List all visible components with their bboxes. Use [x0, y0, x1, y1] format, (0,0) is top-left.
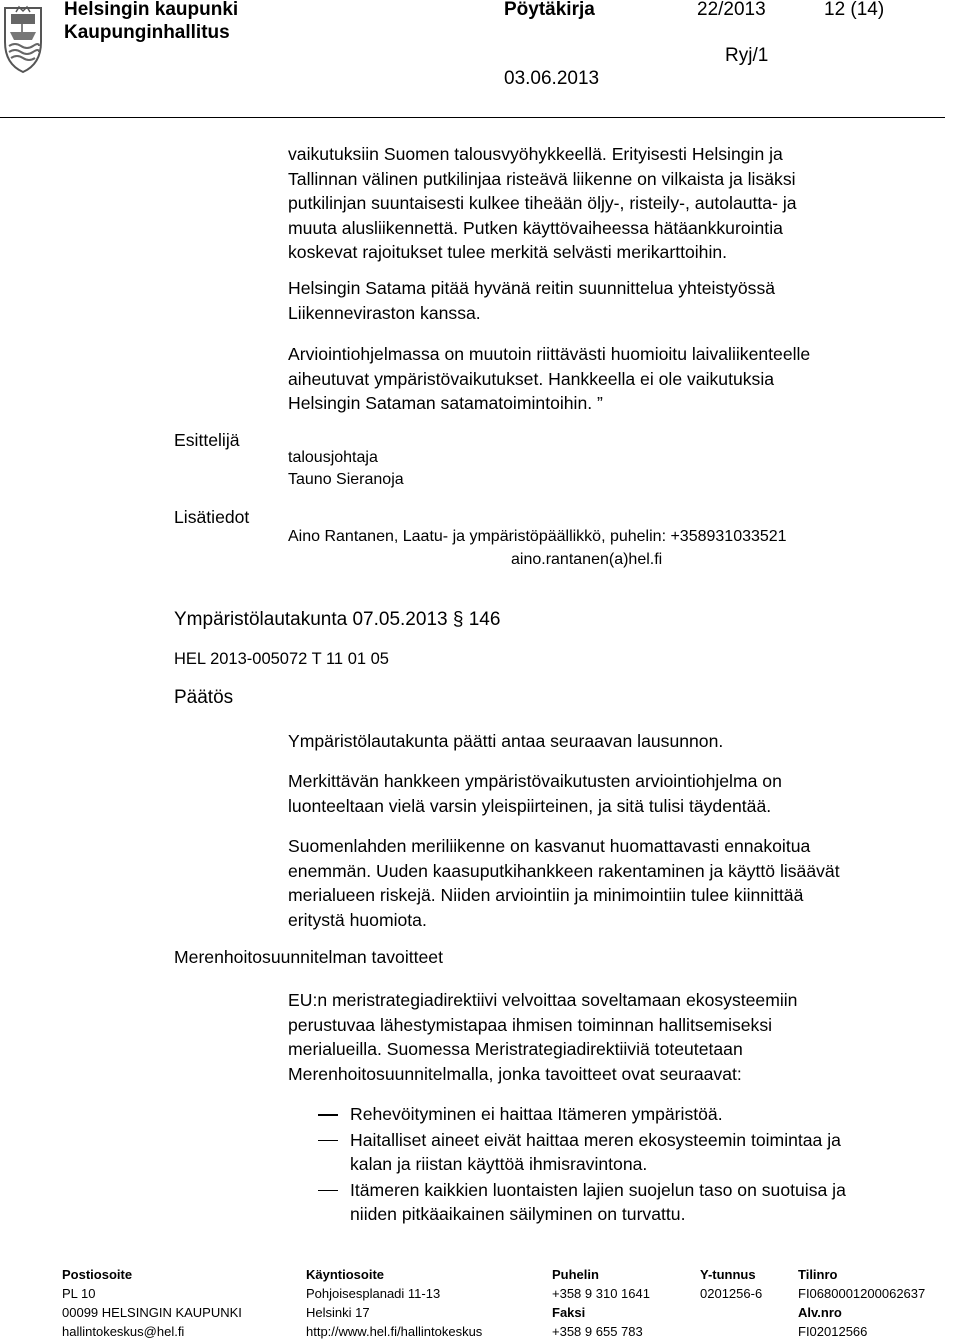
paragraph-1: vaikutuksiin Suomen talousvyöhykkeellä. Erityisesti Helsingin ja Tallinnan välinen putkilinjaa risteävä liikenne on vilkaista ja lisäksi putkilinjan suuntaisesti kulkee tiheään öljy-, risteily-, autolautta- ja muuta alusliikennettä. Putken käyttövaiheessa hätäankkurointia koskevat rajoitukset tulee merkitä selvästi merikarttoihin.	[288, 144, 797, 262]
list-item: Haitalliset aineet eivät haittaa meren ekosysteemin toimintaa ja kalan ja riistan käyttöä ihmisravintona.	[288, 1128, 928, 1177]
contact-email: aino.rantanen(a)hel.fi	[511, 551, 663, 568]
footer-email-link[interactable]: hallintokeskus@hel.fi	[62, 1324, 185, 1339]
footer-website-link[interactable]: http://www.hel.fi/hallintokeskus	[306, 1324, 483, 1339]
footer-phone: Puhelin +358 9 310 1641 Faksi +358 9 655 783	[552, 1267, 650, 1339]
dash-bullet-icon	[318, 1114, 338, 1116]
dash-bullet-icon	[318, 1190, 338, 1192]
list-item: Rehevöityminen ei haittaa Itämeren ympäristöä.	[288, 1102, 928, 1127]
paragraph-a: Merkittävän hankkeen ympäristövaikutusten arviointiohjelma on luonteeltaan vielä varsin yleispiirteinen, ja sitä tulisi täydentää.	[288, 771, 782, 816]
decision-paragraph: Ympäristölautakunta päätti antaa seuraavan lausunnon.	[288, 731, 724, 751]
meeting-date: 03.06.2013	[504, 68, 600, 89]
presenter-block	[288, 447, 928, 491]
contact-line: Aino Rantanen, Laatu- ja ympäristöpäällikkö, puhelin: +358931033521	[288, 528, 787, 545]
decision-label: Päätös	[174, 687, 234, 708]
doc-number: 22/2013	[697, 0, 766, 20]
paragraph-b: Suomenlahden meriliikenne on kasvanut huomattavasti ennakoitua enemmän. Uuden kaasuputkihankkeen rakentaminen ja käyttö lisäävät merialueen riskejä. Niiden arviointiin ja minimointiin tulee kiinnittää eritystä huomiota.	[288, 836, 840, 930]
header-rule	[0, 117, 945, 118]
paragraph-3: Arviointiohjelmassa on muutoin riittävästi huomioitu laivaliikenteelle aiheutuvat ympäristövaikutukset. Hankkeella ei ole vaikutuksia Helsingin Sataman satamatoimintoihin. ”	[288, 344, 811, 413]
list-item: Itämeren kaikkien luontaisten lajien suojelun taso on suotuisa ja niiden pitkäaikainen säilyminen on turvattu.	[288, 1178, 928, 1227]
reference: Ryj/1	[725, 45, 769, 66]
page-number: 12 (14)	[824, 0, 885, 20]
section-heading: Ympäristölautakunta 07.05.2013 § 146	[174, 609, 501, 630]
presenter-label: Esittelijä	[174, 430, 240, 450]
org-name: Helsingin kaupunki	[64, 0, 239, 20]
subheading: Merenhoitosuunnitelman tavoitteet	[174, 947, 443, 967]
paragraph-2: Helsingin Satama pitää hyvänä reitin suunnittelua yhteistyössä Liikenneviraston kanssa.	[288, 278, 776, 323]
info-label: Lisätiedot	[174, 507, 250, 527]
footer-business-id: Y-tunnus 0201256-6	[700, 1267, 763, 1301]
footer-postal: Postiosoite PL 10 00099 HELSINGIN KAUPUNKI hallintokeskus@hel.fi	[62, 1267, 242, 1339]
paragraph-c: EU:n meristrategiadirektiivi velvoittaa soveltamaan ekosysteemiin perustuvaa lähestymistapaa ihmisen toiminnan hallitsemiseksi merialueilla. Suomessa Meristrategiadirektiiviä toteutetaan Merenhoitosuunnitelmalla, jonka tavoitteet ovat seuraavat:	[288, 990, 798, 1084]
presenter-title: talousjohtaja	[288, 449, 378, 466]
org-body: Kaupunginhallitus	[64, 22, 230, 43]
city-logo	[2, 2, 44, 74]
dash-bullet-icon	[318, 1140, 338, 1142]
goals-list	[288, 1102, 928, 1228]
presenter-name: Tauno Sieranoja	[288, 471, 404, 488]
footer-account: Tilinro FI0680001200062637 Alv.nro FI02012566	[798, 1267, 926, 1339]
doc-type: Pöytäkirja	[504, 0, 595, 20]
footer-visit: Käyntiosoite Pohjoisesplanadi 11-13 Helsinki 17 http://www.hel.fi/hallintokeskus	[306, 1267, 483, 1339]
case-id: HEL 2013-005072 T 11 01 05	[174, 650, 389, 668]
